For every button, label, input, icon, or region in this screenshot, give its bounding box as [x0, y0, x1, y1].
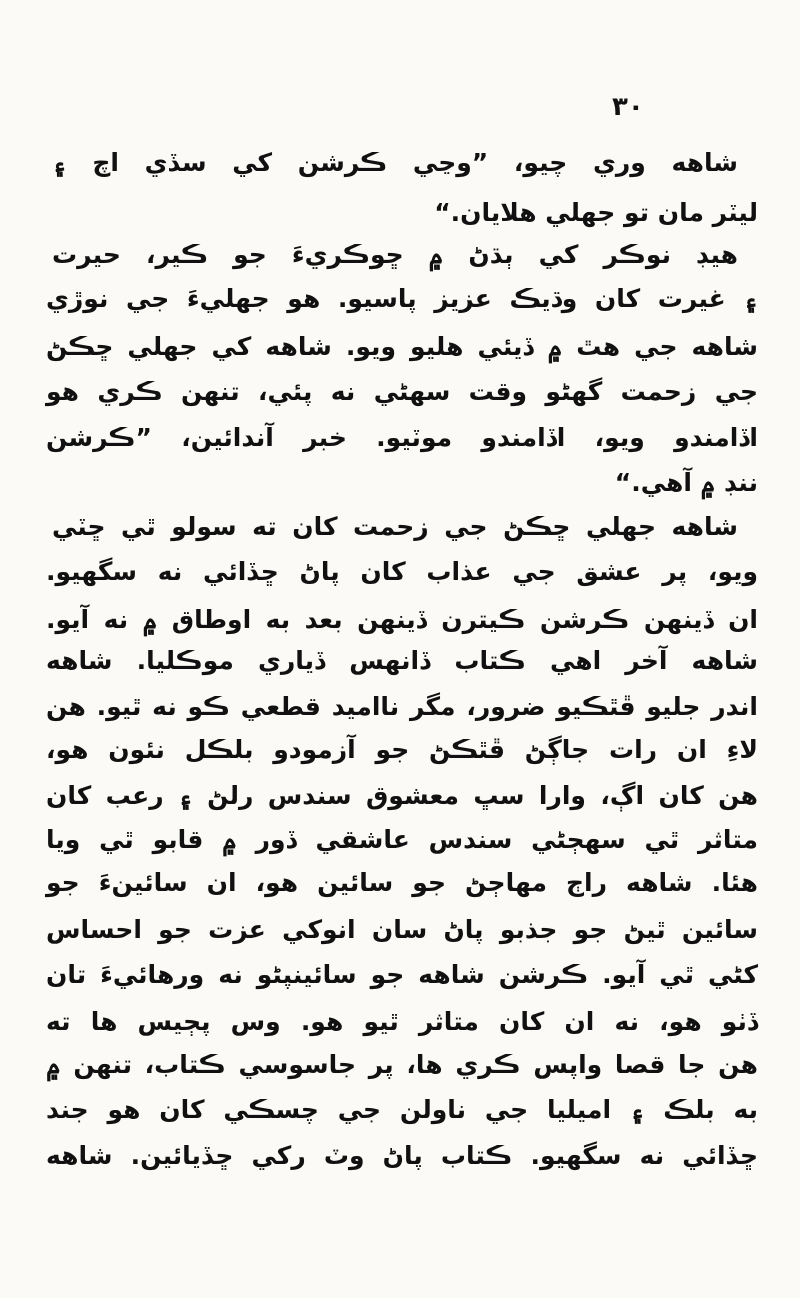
page-number: ۳۰ [612, 92, 644, 122]
text-line: متاثر ٿي سهڄڻي سندس عاشقي ڏور ۾ قابو ٿي ويا [46, 825, 758, 854]
text-line: هن جا قصا واپس ڪري ها، پر جاسوسي ڪتاب، تنهن ۾ [46, 1050, 758, 1079]
text-line: شاهه جي هٿ ۾ ڏيئي هليو ويو. شاهه کي جهلي ڇڪڻ [46, 332, 758, 361]
text-line: جي زحمت گهڻو وقت سهڻي نه پئي، تنهن ڪري هو [46, 377, 758, 406]
text-line: لاءِ ان رات جاڳڻ ڦٿڪڻ جو آزمودو بلڪل نئون هو، [46, 735, 758, 764]
text-line: اندر جليو ڦٿڪيو ضرور، مگر نااميد قطعي ڪو نه ٿيو. هن [46, 692, 758, 721]
text-line: هيڊ نوڪر کي ٻڌڻ ۾ ڇوڪريءَ جو ڪير، حيرت [52, 240, 738, 269]
text-line: هئا. شاهه راڄ مهاڄڻ جو سائين هو، ان سائينءَ جو [46, 868, 758, 897]
text-line: کڻي ٿي آيو. ڪرشن شاهه جو سائينپڻو نه ورهائيءَ تان [46, 960, 758, 989]
text-line: به بلڪ ۽ اميليا جي ناولن جي چسڪي کان هو جند [46, 1095, 758, 1124]
text-line: اڏامندو ويو، اڏامندو موٽيو. خبر آندائين، ”ڪرشن [46, 423, 758, 452]
text-line: هن کان اڳ، وارا سڀ معشوق سندس رلڻ ۽ رعب کان [46, 781, 758, 810]
text-line: ويو، پر عشق جي عذاب کان پاڻ ڇڏائي نه سگهيو. [46, 557, 758, 586]
text-line: ڇڏائي نه سگهيو. ڪتاب پاڻ وٽ رکي ڇڏيائين. شاهه [46, 1141, 758, 1170]
text-line: سائين ٿيڻ جو جذبو پاڻ سان انوکي عزت جو احساس [46, 915, 758, 944]
text-line: ليٽر مان تو جهلي هلايان.“ [434, 198, 758, 227]
text-line: ۽ غيرت کان وڌيڪ عزيز پاسيو. هو جهليءَ جي نوڙي [46, 284, 758, 313]
text-line: ننڊ ۾ آهي.“ [614, 468, 758, 497]
text-line: شاهه جهلي ڇڪڻ جي زحمت کان ته سولو ٿي ڇٽي [52, 512, 738, 541]
text-line: شاهه وري چيو، ”وڃي ڪرشن کي سڏي اچ ۽ [52, 148, 738, 177]
text-line: ڏٺو هو، نه ان کان متاثر ٿيو هو. وس پڄيس ها ته [46, 1007, 758, 1036]
text-line: ان ڏينهن ڪرشن ڪيترن ڏينهن بعد به اوطاق ۾ نه آيو. [46, 605, 758, 634]
text-line: شاهه آخر اهي ڪتاب ڏانهس ڏياري موڪليا. شاهه [46, 646, 758, 675]
